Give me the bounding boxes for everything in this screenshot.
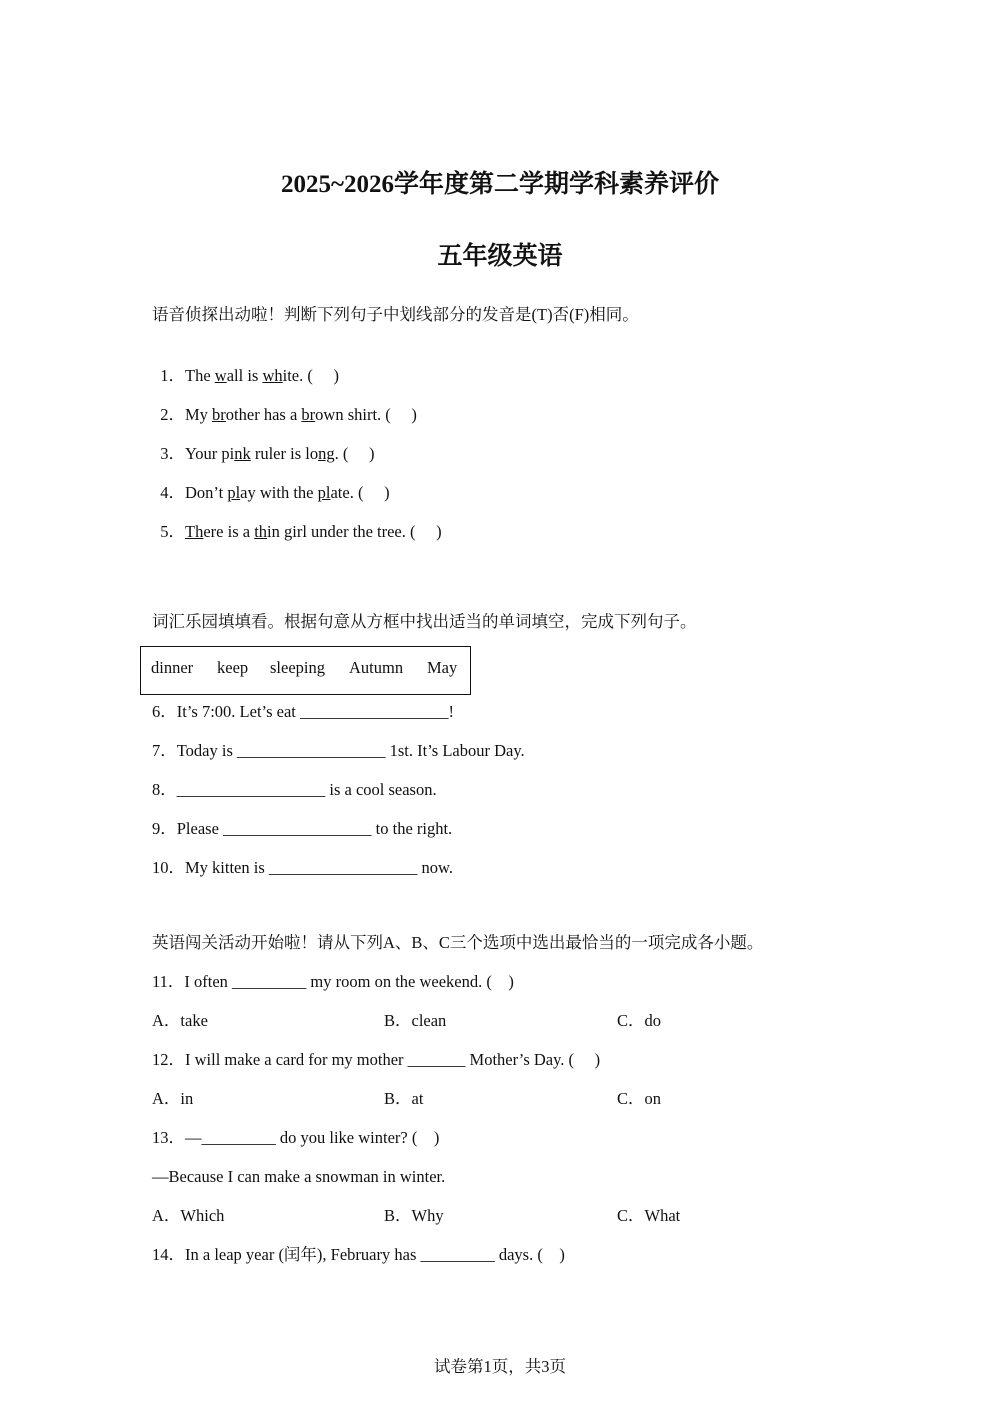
word-bank-word: May bbox=[427, 658, 458, 677]
option-a: A．Which bbox=[152, 1206, 225, 1225]
word-bank-word: dinner bbox=[151, 658, 194, 677]
question-text: Today is __________________ 1st. It’s Labour Day. bbox=[176, 741, 525, 760]
underlined-sound: br bbox=[301, 405, 316, 424]
section1-instruction: 语音侦探出动啦！判断下列句子中划线部分的发音是(T)否(F)相同。 bbox=[152, 305, 639, 324]
word-bank-word: keep bbox=[217, 658, 249, 677]
option-b: B．clean bbox=[384, 1011, 447, 1030]
question-number: 11． bbox=[152, 972, 185, 991]
question-text: I often _________ my room on the weekend. ( ) bbox=[184, 972, 514, 991]
question-number: 6． bbox=[152, 702, 177, 721]
underlined-sound: Th bbox=[185, 522, 204, 541]
question-text: In a leap year (闰年), February has _________ days. ( ) bbox=[185, 1245, 565, 1264]
question-number: 7． bbox=[152, 741, 177, 760]
question-number: 3． bbox=[160, 444, 185, 463]
question-text: My kitten is __________________ now. bbox=[185, 858, 453, 877]
exam-title: 2025~2026学年度第二学期学科素养评价 bbox=[280, 171, 719, 198]
option-b: B．at bbox=[384, 1089, 424, 1108]
word-bank-box bbox=[140, 646, 471, 695]
question-number: 9． bbox=[152, 819, 177, 838]
question-4: 4．Don’t play with the plate. ( ) bbox=[160, 483, 390, 502]
question-number: 12． bbox=[152, 1050, 185, 1069]
section2-instruction: 词汇乐园填填看。根据句意从方框中找出适当的单词填空，完成下列句子。 bbox=[152, 612, 697, 631]
question-3: 3．Your pink ruler is long. ( ) bbox=[160, 444, 375, 463]
question-text: —_________ do you like winter? ( ) bbox=[185, 1128, 440, 1147]
question-11 bbox=[152, 971, 514, 993]
option-c: C．do bbox=[617, 1011, 662, 1030]
underlined-sound: pl bbox=[227, 483, 241, 502]
question-13-reply: —Because I can make a snowman in winter. bbox=[152, 1167, 446, 1186]
question-13 bbox=[152, 1127, 439, 1149]
question-10 bbox=[152, 857, 453, 879]
word-bank-word: sleeping bbox=[270, 658, 325, 677]
section3-instruction: 英语闯关活动开始啦！请从下列A、B、C三个选项中选出最恰当的一项完成各小题。 bbox=[152, 933, 764, 952]
question-number: 10． bbox=[152, 858, 185, 877]
underlined-sound: pl bbox=[317, 483, 331, 502]
question-number: 13． bbox=[152, 1128, 185, 1147]
underlined-sound: w bbox=[214, 366, 227, 385]
underlined-sound: th bbox=[254, 522, 268, 541]
question-6 bbox=[152, 701, 454, 723]
option-a: A．in bbox=[152, 1089, 194, 1108]
question-number: 14． bbox=[152, 1245, 185, 1264]
question-9 bbox=[152, 818, 452, 840]
question-8 bbox=[152, 779, 437, 801]
question-7 bbox=[152, 740, 525, 762]
option-a: A．take bbox=[152, 1011, 208, 1030]
underlined-sound: br bbox=[212, 405, 226, 424]
underlined-sound: nk bbox=[234, 444, 251, 463]
question-number: 4． bbox=[160, 483, 185, 502]
word-bank-word: Autumn bbox=[349, 658, 404, 677]
question-number: 8． bbox=[152, 780, 177, 799]
question-text: It’s 7:00. Let’s eat __________________! bbox=[176, 702, 455, 721]
question-1: 1．The wall is white. ( ) bbox=[160, 366, 339, 385]
exam-subtitle: 五年级英语 bbox=[437, 243, 563, 270]
option-b: B．Why bbox=[384, 1206, 444, 1225]
question-2: 2．My brother has a brown shirt. ( ) bbox=[160, 405, 417, 424]
underlined-sound: ng bbox=[318, 444, 335, 463]
question-number: 5． bbox=[160, 522, 185, 541]
question-text: I will make a card for my mother _______ Mother’s Day. ( ) bbox=[185, 1050, 601, 1069]
question-number: 1． bbox=[160, 366, 185, 385]
option-c: C．What bbox=[617, 1206, 681, 1225]
question-12 bbox=[152, 1049, 600, 1071]
question-text: __________________ is a cool season. bbox=[176, 780, 437, 799]
question-14 bbox=[152, 1244, 565, 1266]
question-text: Please __________________ to the right. bbox=[176, 819, 453, 838]
underlined-sound: wh bbox=[262, 366, 283, 385]
option-c: C．on bbox=[617, 1089, 662, 1108]
question-number: 2． bbox=[160, 405, 185, 424]
page-footer: 试卷第1页，共3页 bbox=[434, 1357, 566, 1376]
question-5: 5．There is a thin girl under the tree. ( ) bbox=[160, 522, 442, 541]
